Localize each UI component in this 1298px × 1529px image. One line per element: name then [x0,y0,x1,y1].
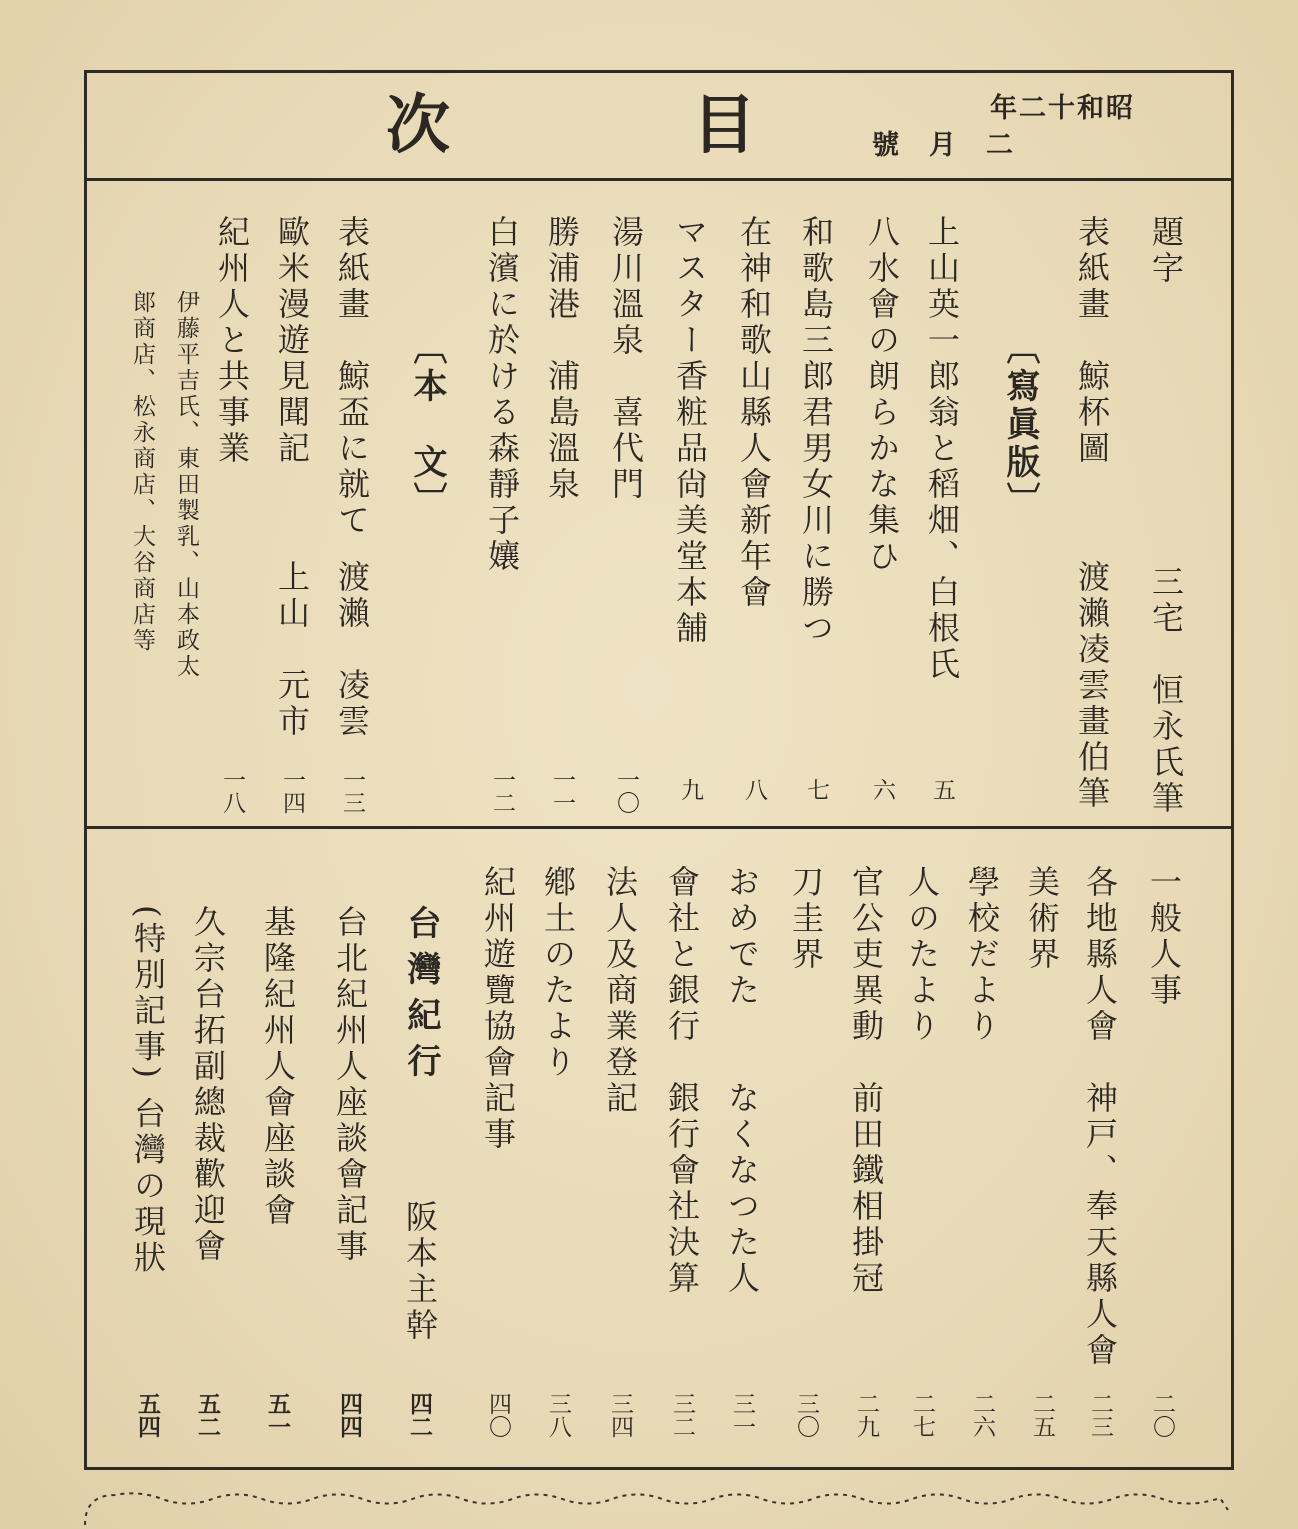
header-divider [84,178,1234,181]
lower-entry-9: 會社と銀行 銀行會社決算 [663,865,701,1297]
cover-author: 渡瀨凌雲畫伯筆 [1073,560,1111,812]
photo-page-8: 一二 [489,768,515,814]
taiwan-entry-2: 基隆紀州人會座談會 [259,905,297,1229]
lower-entry-6: 官公吏異動 前田鐵相掛冠 [847,865,885,1297]
issue-month: 二月號 [872,130,1043,161]
article-entry-1: 表紙畫 鯨盃に就て [333,215,371,539]
article-author-1: 渡瀨 凌雲 [333,560,371,740]
lower-page-2: 二三 [1087,1392,1113,1438]
lower-page-9: 三二 [669,1392,695,1438]
photo-section-heading: 〔寫眞版〕 [1000,330,1040,520]
decorative-border [80,1480,1230,1529]
photo-entry-3: 和歌島三郎君男女川に勝つ [797,215,835,647]
photo-page-2: 六 [869,778,895,801]
lower-entry-8: おめでた なくなつた人 [723,865,761,1297]
article-entry-2: 歐米漫遊見聞記 [273,215,311,467]
article-page-3: 一八 [219,768,245,814]
taiwan-entry-3: 久宗台拓副總裁歡迎會 [189,905,227,1265]
taiwan-entry-1: 台北紀州人座談會記事 [331,905,369,1265]
taiwan-entry-4: (特別記事) 台灣の現狀 [129,905,167,1277]
photo-entry-1: 上山英一郎翁と稻畑、白根氏 [923,215,961,683]
lower-page-1: 二〇 [1149,1392,1175,1438]
photo-entry-8: 白濱に於ける森靜子孃 [483,215,521,575]
section-divider [84,826,1234,829]
lower-entry-3: 美術界 [1023,865,1061,973]
lower-page-4: 二六 [969,1392,995,1438]
taiwan-heading: 台灣紀行 [401,905,441,1089]
lower-entry-10: 法人及商業登記 [601,865,639,1117]
lower-entry-7: 刀圭界 [787,865,825,973]
lower-page-5: 二七 [909,1392,935,1438]
lower-entry-2: 各地縣人會 神戸、奉天縣人會 [1081,865,1119,1369]
photo-page-4: 八 [741,778,767,801]
lower-page-10: 三四 [607,1392,633,1438]
lower-entry-12: 紀州遊覽協會記事 [479,865,517,1153]
taiwan-author: 阪本主幹 [401,1200,439,1344]
lower-page-7: 三〇 [793,1392,819,1438]
lower-page-12: 四〇 [485,1392,511,1438]
text-section-heading: 〔本 文〕 [407,330,447,520]
article-author-2: 上山 元市 [273,560,311,740]
lower-page-6: 二九 [853,1392,879,1438]
page-title-moku: 目 [692,88,756,163]
shop-list-line-1: 伊藤平吉氏、東田製乳、山本政太 [173,290,199,680]
photo-page-1: 五 [929,778,955,801]
photo-page-3: 七 [803,778,829,801]
photo-entry-2: 八水會の朗らかな集ひ [863,215,901,575]
cover-entry: 表紙畫 鯨杯圖 [1073,215,1111,467]
daiji-author: 三宅 恒永氏筆 [1147,565,1185,817]
taiwan-page-1: 四四 [336,1392,363,1438]
shop-list-line-2: 郞商店、松永商店、大谷商店等 [129,290,155,654]
photo-page-5: 九 [677,778,703,801]
article-page-2: 一四 [279,768,305,814]
lower-entry-11: 鄕土のたより [539,865,577,1081]
lower-entry-1: 一般人事 [1145,865,1183,1009]
daiji-entry: 題字 [1147,215,1185,287]
lower-entry-4: 學校だより [963,865,1001,1045]
contents-frame [84,70,1234,1470]
taiwan-page: 四二 [406,1392,433,1438]
photo-entry-5: マスター香粧品尙美堂本舗 [671,215,709,647]
article-page-1: 一三 [339,768,365,814]
photo-entry-6: 湯川溫泉 喜代門 [607,215,645,503]
page-title-tsugi: 次 [386,88,450,163]
photo-entry-4: 在神和歌山縣人會新年會 [735,215,773,611]
taiwan-page-2: 五一 [264,1392,291,1438]
photo-entry-7: 勝浦港 浦島溫泉 [543,215,581,503]
issue-year: 昭和十二年 [990,93,1135,124]
lower-entry-5: 人のたより [903,865,941,1045]
photo-page-6: 一〇 [613,768,639,814]
lower-page-3: 二五 [1029,1392,1055,1438]
taiwan-page-3: 五二 [194,1392,221,1438]
lower-page-8: 三一 [729,1392,755,1438]
taiwan-page-4: 五四 [134,1392,161,1438]
lower-page-11: 三八 [545,1392,571,1438]
article-entry-3: 紀州人と共事業 [213,215,251,467]
photo-page-7: 一一 [549,768,575,814]
